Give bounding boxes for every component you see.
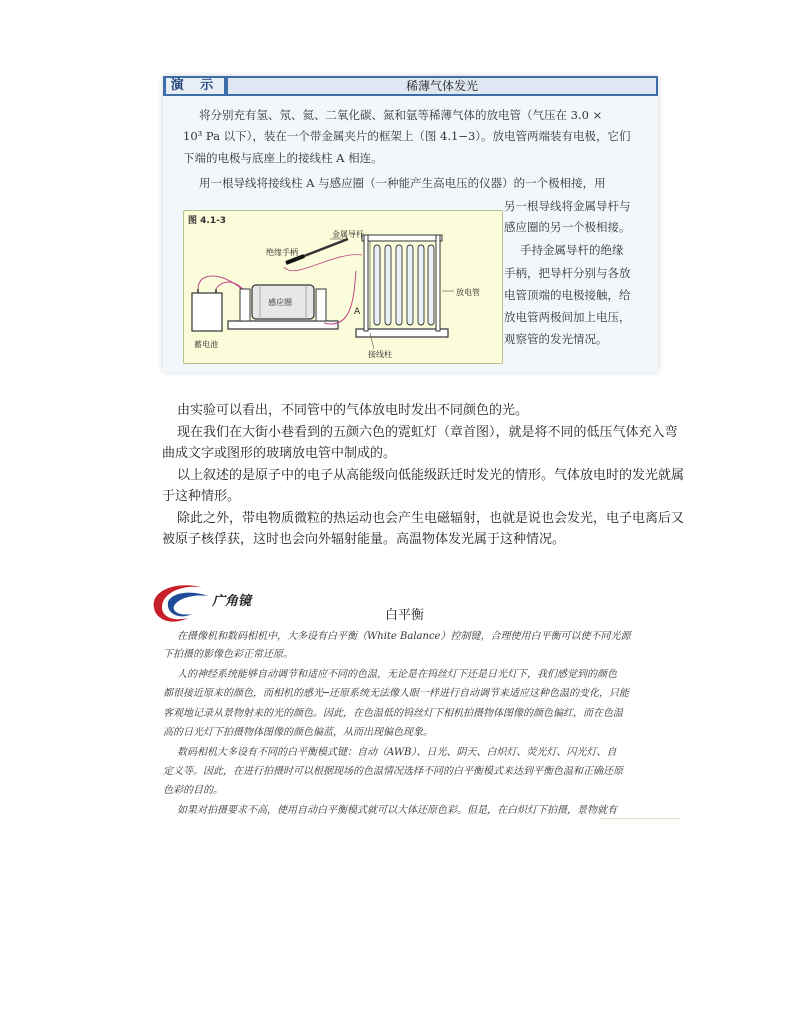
demo-side-line: 电管顶端的电极接触，给 [504,288,631,302]
article-line: 都很接近原来的颜色，而相机的感光─还原系统无法像人眼一样进行自动调节来适应这种色温的变化，只能 [163,688,630,699]
demo-side-line: 手柄，把导杆分别与各放 [504,266,631,280]
demo-side-line: 放电管两极间加上电压， [504,310,631,324]
logo-text: 广角镜 [212,594,252,609]
label-insulated-handle: 绝缘手柄 [266,248,298,257]
article-line: 色彩的目的。 [163,785,223,796]
demo-side-line: 另一根导线将金属导杆与 [504,199,631,213]
label-induction-coil: 感应圈 [268,298,292,307]
article-line: 数码相机大多设有不同的白平衡模式键：自动（AWB）、日光、阴天、白炽灯、荧光灯、闪光灯、自 [177,747,617,758]
demo-title: 稀薄气体发光 [405,79,478,93]
article-line: 人的神经系统能够自动调节和适应不同的色温，无论是在钨丝灯下还是日光灯下，我们感觉到的颜色 [177,669,617,680]
body-line: 现在我们在大街小巷看到的五颜六色的霓虹灯（章首图），就是将不同的低压气体充入弯 [177,425,678,440]
section-title: 白平衡 [385,608,425,623]
demo-line: 10³ Pa 以下），装在一个带金属夹片的框架上（图 4.1−3）。放电管两端装有电极，它们 [183,129,631,143]
article-line: 如果对拍摄要求不高，使用自动白平衡模式就可以大体还原色彩。但是，在白炽灯下拍摄，景物就有 [177,805,617,816]
faint-divider [600,818,680,819]
figure-label: 图 4.1-3 [188,216,227,226]
article-line: 在摄像机和数码相机中，大多设有白平衡（White Balance）控制键，合理使用白平衡可以使不同光源 [177,631,631,642]
demo-tag: 演 示 [166,78,224,94]
body-line: 被原子核俘获，这时也会向外辐射能量。高温物体发光属于这种情况。 [162,532,566,547]
body-line: 以上叙述的是原子中的电子从高能级向低能级跃迁时发光的情形。气体放电时的发光就属 [177,468,685,483]
article-line: 高的日光灯下拍摄物体图像的颜色偏蓝，从而出现偏色现象。 [163,727,433,738]
demo-box [163,76,658,372]
battery-shape [192,293,222,331]
body-line: 除此之外，带电物质微粒的热运动也会产生电磁辐射，也就是说也会发光，电子电离后又 [177,511,685,526]
label-a: A [354,307,361,317]
article-line: 客观地记录从景物射来的光的颜色。因此，在色温低的钨丝灯下相机拍摄物体图像的颜色偏红，而在色温 [163,708,623,719]
figure-4-1-3 [183,210,503,364]
demo-line: 将分别充有氢、氖、氦、二氧化碳、氮和氩等稀薄气体的放电管（气压在 3.0 × [199,108,603,122]
coil-base [228,321,338,329]
label-metal-rod: 金属导杆 [332,230,364,239]
demo-side-line: 感应圈的另一个极相接。 [504,220,631,234]
body-line: 曲成文字或图形的玻璃放电管中制成的。 [162,446,397,461]
wide-angle-logo-icon [148,578,214,626]
demo-title-bar [228,78,656,94]
article-line: 下拍摄的影像色彩正常还原。 [163,649,293,660]
body-line: 由实验可以看出，不同管中的气体放电时发出不同颜色的光。 [177,403,529,418]
label-discharge-tube: 放电管 [456,288,480,297]
label-terminal: 接线柱 [368,350,392,359]
body-line: 于这种情形。 [162,489,241,504]
article-line: 定义等。因此，在进行拍摄时可以根据现场的色温情况选择不同的白平衡模式来达到平衡色温和正确还原 [163,766,623,777]
demo-line: 下端的电极与底座上的接线柱 A 相连。 [183,151,383,165]
label-battery: 蓄电池 [194,340,218,349]
demo-side-line: 观察管的发光情况。 [504,332,608,346]
demo-header-bar [163,76,658,96]
demo-line: 用一根导线将接线柱 A 与感应圈（一种能产生高电压的仪器）的一个极相接，用 [199,176,606,190]
discharge-tubes [374,245,434,325]
demo-side-line: 手持金属导杆的绝缘 [520,243,624,257]
